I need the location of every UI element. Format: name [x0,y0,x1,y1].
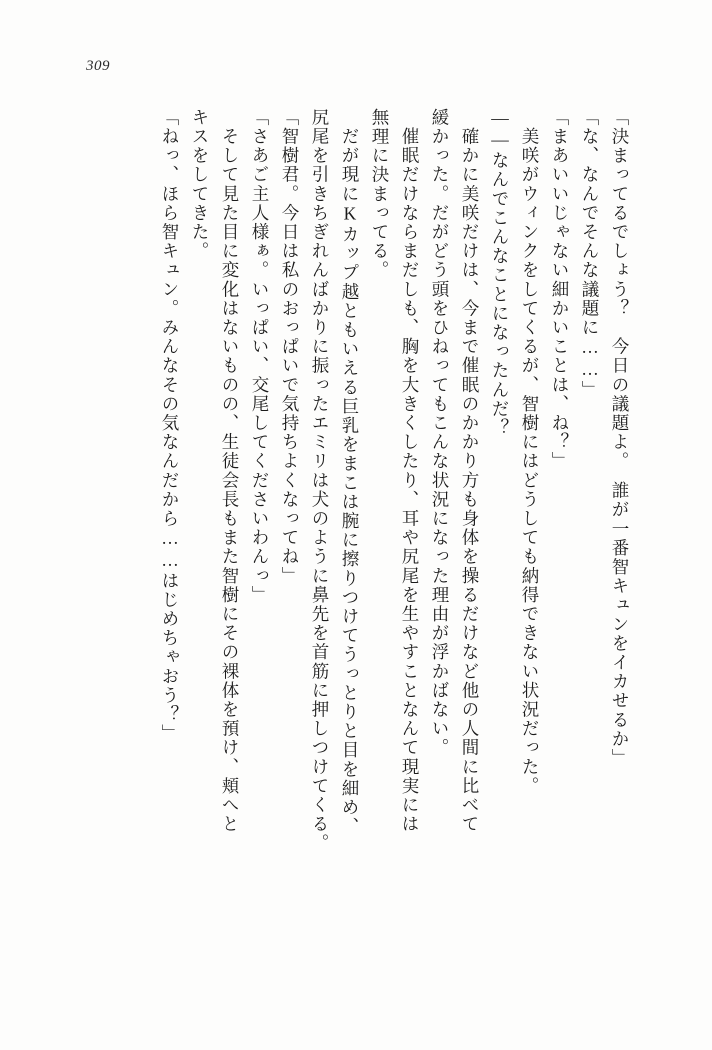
text-line: そして見た目に変化はないものの、生徒会長もまた智樹にその裸体を預け、頬へと [220,108,240,834]
text-line: 緩かった。だがどう頭をひねってもこんな状況になった理由が浮かばない。 [430,108,450,758]
text-line: だが現にKカップ越ともいえる巨乳をまこは腕に擦りつけてうっとりと目を細め、 [340,108,360,837]
text-line: 「決まってるでしょう？ 今日の議題よ。 誰が一番智キュンをイカせるか」 [610,108,630,768]
text-line: 「な、なんでそんな議題に……」 [580,108,600,400]
page-number: 309 [86,58,110,74]
text-line: 無理に決まってる。 [370,108,390,280]
text-line: 「まあいいじゃない細かいことは、ね？」 [550,108,570,471]
text-line: 尻尾を引きちぎれんばかりに振ったエミリは犬のように鼻先を首筋に押しつけてくる。 [310,108,330,853]
text-line: 美咲がウィンクをしてくるが、智樹にはどうしても納得できない状況だった。 [520,108,540,796]
text-line: キスをしてきた。 [190,108,210,261]
text-line: ――なんでこんなことになったんだ？ [490,108,510,438]
text-line: 「ねっ、ほら智キュン。みんなその気なんだから……はじめちゃおう？」 [160,108,180,744]
text-line: 「智樹君。今日は私のおっぱいで気持ちよくなってね」 [280,108,300,586]
text-line: 「さあご主人様ぁ。いっぱい、交尾してくださいわんっ」 [250,108,270,605]
text-line: 催眠だけならまだしも、胸を大きくしたり、耳や尻尾を生やすことなんて現実には [400,108,420,834]
page-body-text [88,108,628,943]
text-line: 確かに美咲だけは、今まで催眠のかかり方も身体を操るだけなど他の人間に比べて [460,108,480,834]
